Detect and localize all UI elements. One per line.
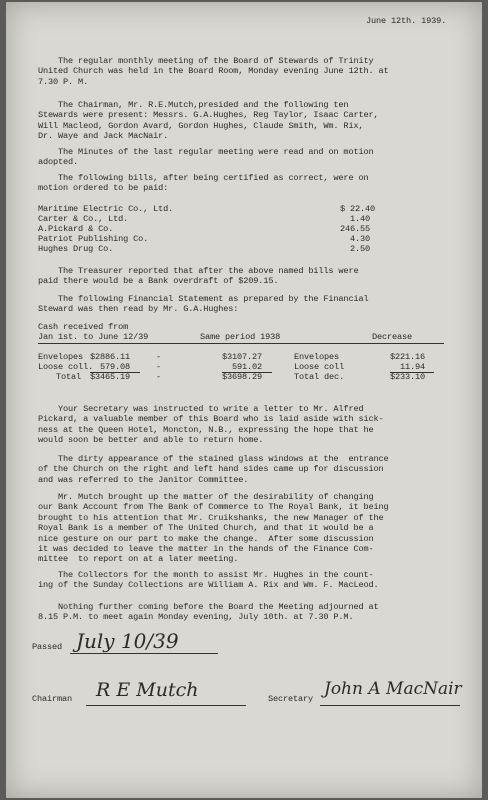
finance-row-decrease-label: Loose coll	[294, 362, 345, 372]
bill-amount: 4.30	[350, 234, 371, 244]
paragraph-financial-intro: The following Financial Statement as prepared by the Financial Steward was then read by Mr. G.A.Hughes:	[38, 294, 369, 315]
finance-header-left-1: Cash received from	[38, 322, 129, 332]
bill-amount: 246.55	[340, 224, 371, 234]
bill-amount: 1.40	[350, 214, 371, 224]
finance-row-decrease-value: 11.94	[400, 362, 426, 372]
bill-name: Patriot Publishing Co.	[38, 234, 149, 244]
paragraph-windows: The dirty appearance of the stained glass windows at the entrance of the Church on the right and left hand sides came up for discussion and was referred to the Janitor Committee.	[38, 454, 389, 485]
finance-row-dash: -	[156, 362, 162, 372]
passed-line	[70, 653, 218, 654]
bill-name: Maritime Electric Co., Ltd.	[38, 204, 174, 214]
finance-row-dash: -	[156, 372, 162, 382]
passed-date-text: July 10/39	[76, 629, 179, 653]
paragraph-attendance: The Chairman, Mr. R.E.Mutch,presided and the following ten Stewards were present: Messrs. G.A.Hughes, Reg Taylor, Isaac Carter, Will Macleod, Gordon Avard, Gordon Hughes, Claude Smith, Wm. Rix, Dr. Waye and Jack MacNair.	[38, 100, 379, 142]
finance-row-decrease-label: Total dec.	[294, 372, 345, 382]
finance-row-prior: $3107.27	[222, 352, 263, 362]
finance-row-current: $3465.19	[90, 372, 131, 382]
finance-row-label: Envelopes	[38, 352, 84, 362]
paragraph-treasurer: The Treasurer reported that after the above named bills were paid there would be a Bank overdraft of $209.15.	[38, 266, 359, 287]
finance-row-decrease-value: $233.10	[390, 372, 426, 382]
chairman-signature-text: R E Mutch	[96, 679, 199, 701]
bill-name: Carter & Co., Ltd.	[38, 214, 129, 224]
finance-header-right: Decrease	[372, 332, 413, 342]
secretary-label: Secretary	[268, 694, 314, 704]
passed-label: Passed	[32, 642, 63, 652]
paragraph-opening: The regular monthly meeting of the Board of Stewards of Trinity United Church was held in the Board Room, Monday evening June 12th. at 7.30 P. M.	[38, 56, 389, 87]
finance-row-label: Total	[56, 372, 82, 382]
bill-amount: 2.50	[350, 244, 371, 254]
paragraph-adjourn: Nothing further coming before the Board the Meeting adjourned at 8.15 P.M. to meet again Monday evening, July 10th. at 7.30 P.M.	[38, 602, 379, 623]
chairman-signature	[86, 668, 246, 708]
chairman-label: Chairman	[32, 694, 73, 704]
document-page	[6, 2, 482, 798]
secretary-signature	[320, 666, 470, 706]
paragraph-bills-intro: The following bills, after being certified as correct, were on motion ordered to be paid:	[38, 173, 369, 194]
header-underline	[38, 343, 444, 344]
finance-row-current: 579.08	[100, 362, 131, 372]
paragraph-collectors: The Collectors for the month to assist Mr. Hughes in the count- ing of the Sunday Collections are William A. Rix and Wm. F. MacLeod.	[38, 570, 379, 591]
finance-row-prior: 591.02	[232, 362, 263, 372]
finance-row-current: $2886.11	[90, 352, 131, 362]
chairman-line	[86, 705, 246, 706]
finance-row-decrease-value: $221.16	[390, 352, 426, 362]
paragraph-bank: Mr. Mutch brought up the matter of the desirability of changing our Bank Account from The Bank of Commerce to The Royal Bank, it being brought to his attention that Mr. Cruikshanks, the new Manager of the Royal Bank is a member of The United Church, and that it would be a nice gesture on our part to make the change. After some discussion it was decided to leave the matter in the hands of the Finance Com- mittee to report on at a later meeting.	[38, 492, 389, 565]
paragraph-letter: Your Secretary was instructed to write a letter to Mr. Alfred Pickard, a valuable member of this Board who is laid aside with sick- ness at the Queen Hotel, Moncton, N.B., expressing the hope that he would soon be better and able to return home.	[38, 404, 384, 446]
finance-row-dash: -	[156, 352, 162, 362]
finance-row-decrease-label: Envelopes	[294, 352, 340, 362]
document-date: June 12th. 1939.	[366, 16, 447, 26]
bill-name: A.Pickard & Co.	[38, 224, 114, 234]
secretary-signature-text: John A MacNair	[324, 679, 462, 699]
passed-date-handwritten	[70, 620, 220, 660]
finance-header-left-2: Jan 1st. to June 12/39	[38, 332, 149, 342]
finance-row-label: Loose coll.	[38, 362, 94, 372]
finance-header-mid: Same period 1938	[200, 332, 281, 342]
bill-amount: $ 22.40	[340, 204, 376, 214]
paragraph-minutes: The Minutes of the last regular meeting were read and on motion adopted.	[38, 147, 374, 168]
bill-name: Hughes Drug Co.	[38, 244, 114, 254]
secretary-line	[320, 705, 460, 706]
finance-row-prior: $3698.29	[222, 372, 263, 382]
